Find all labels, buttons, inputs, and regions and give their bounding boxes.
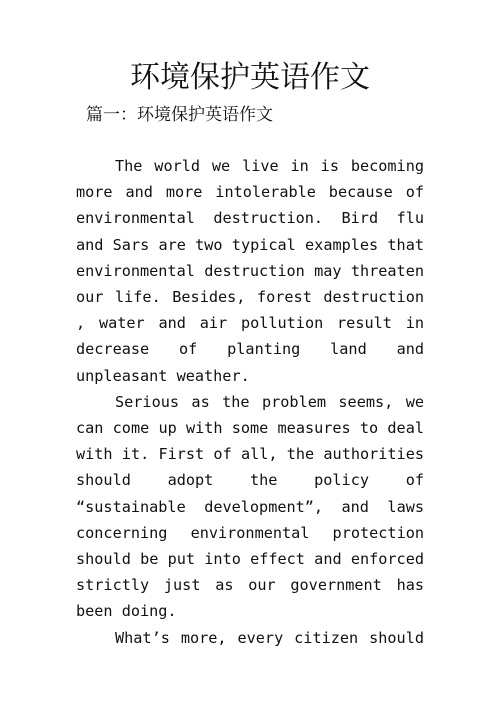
section-heading: 篇一：环境保护英语作文 [86, 105, 273, 125]
document-title: 环境保护英语作文 [130, 60, 370, 95]
paragraph-1: The world we live in is becoming more and more intolerable because of environmental destruction. Bird flu and Sars are two typical examples that environmental destruction may threaten our life. Besides, forest destruction , water and air pollution result in decrease of planting land and unpleasant weather. [76, 157, 424, 385]
essay-body [76, 153, 424, 651]
paragraph-2: Serious as the problem seems, we can come up with some measures to deal with it. First of all, the authorities should adopt the policy of “sustainable development”, and laws concerning environmental protection should be put into effect and enforced strictly just as our government has been doing. [76, 392, 424, 621]
paragraph-3: What’s more, every citizen should [115, 628, 424, 647]
